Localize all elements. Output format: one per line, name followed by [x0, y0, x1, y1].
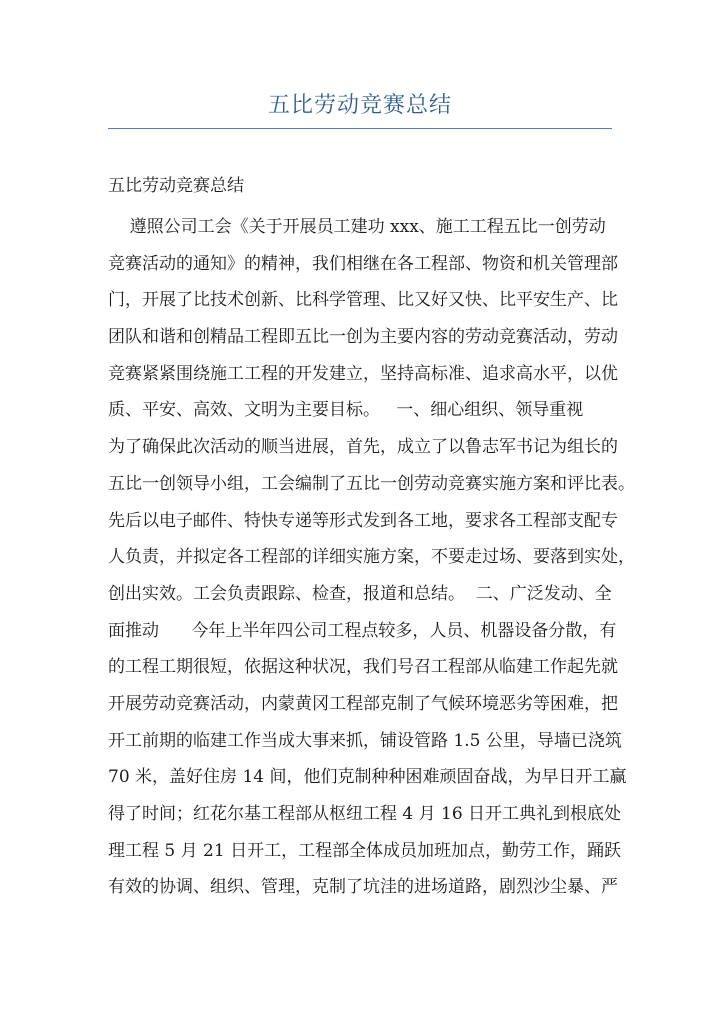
- body-text: [108, 209, 635, 906]
- text-line: 开展劳动竞赛活动，内蒙黄冈工程部克制了气候环境恶劣等困难，把: [108, 693, 618, 714]
- text-line: 有效的协调、组织、管理，克制了坑洼的进场道路，剧烈沙尘暴、严: [108, 877, 618, 898]
- text-line: 的工程工期很短，依据这种状况，我们号召工程部从临建工作起先就: [108, 657, 618, 678]
- text-line: 先后以电子邮件、特快专递等形式发到各工地，要求各工程部支配专: [108, 510, 618, 531]
- title-divider: [108, 128, 612, 129]
- section-heading: 五比劳动竞赛总结: [108, 176, 244, 196]
- text-line: 门，开展了比技术创新、比科学管理、比又好又快、比平安生产、比: [108, 290, 618, 311]
- text-line: 竞赛活动的通知》的精神，我们相继在各工程部、物资和机关管理部: [108, 253, 618, 274]
- text-line: 得了时间；红花尔基工程部从枢纽工程 4 月 16 日开工典礼到根底处: [108, 804, 622, 824]
- text-line: 理工程 5 月 21 日开工，工程部全体成员加班加点，勤劳工作，踊跃: [108, 840, 622, 861]
- text-line: 质、平安、高效、文明为主要目标。 一、细心组织、领导重视: [108, 400, 584, 421]
- text-line: 遵照公司工会《关于开展员工建功 xxx、施工工程五比一创劳动: [108, 217, 606, 237]
- text-line: 70 米，盖好住房 14 间，他们克制种种困难顽固奋战，为早日开工赢: [108, 767, 627, 788]
- text-line: 团队和谐和创精品工程即五比一创为主要内容的劳动竞赛活动，劳动: [108, 327, 618, 348]
- text-line: 竞赛紧紧围绕施工工程的开发建立，坚持高标准、追求高水平，以优: [108, 363, 618, 384]
- text-line: 为了确保此次活动的顺当进展，首先，成立了以鲁志军书记为组长的: [108, 437, 618, 458]
- text-line: 创出实效。工会负责跟踪、检查，报道和总结。 二、广泛发动、全: [108, 583, 612, 604]
- document-title: 五比劳动竞赛总结: [267, 93, 452, 118]
- text-line: 开工前期的临建工作当成大事来抓，铺设管路 1.5 公里，导墙已浇筑: [108, 730, 622, 751]
- text-line: 五比一创领导小组，工会编制了五比一创劳动竞赛实施方案和评比表。: [108, 473, 635, 494]
- text-line: 人负责，并拟定各工程部的详细实施方案，不要走过场、要落到实处，: [108, 547, 635, 568]
- text-line: 面推动 今年上半年四公司工程点较多，人员、机器设备分散，有: [108, 620, 617, 641]
